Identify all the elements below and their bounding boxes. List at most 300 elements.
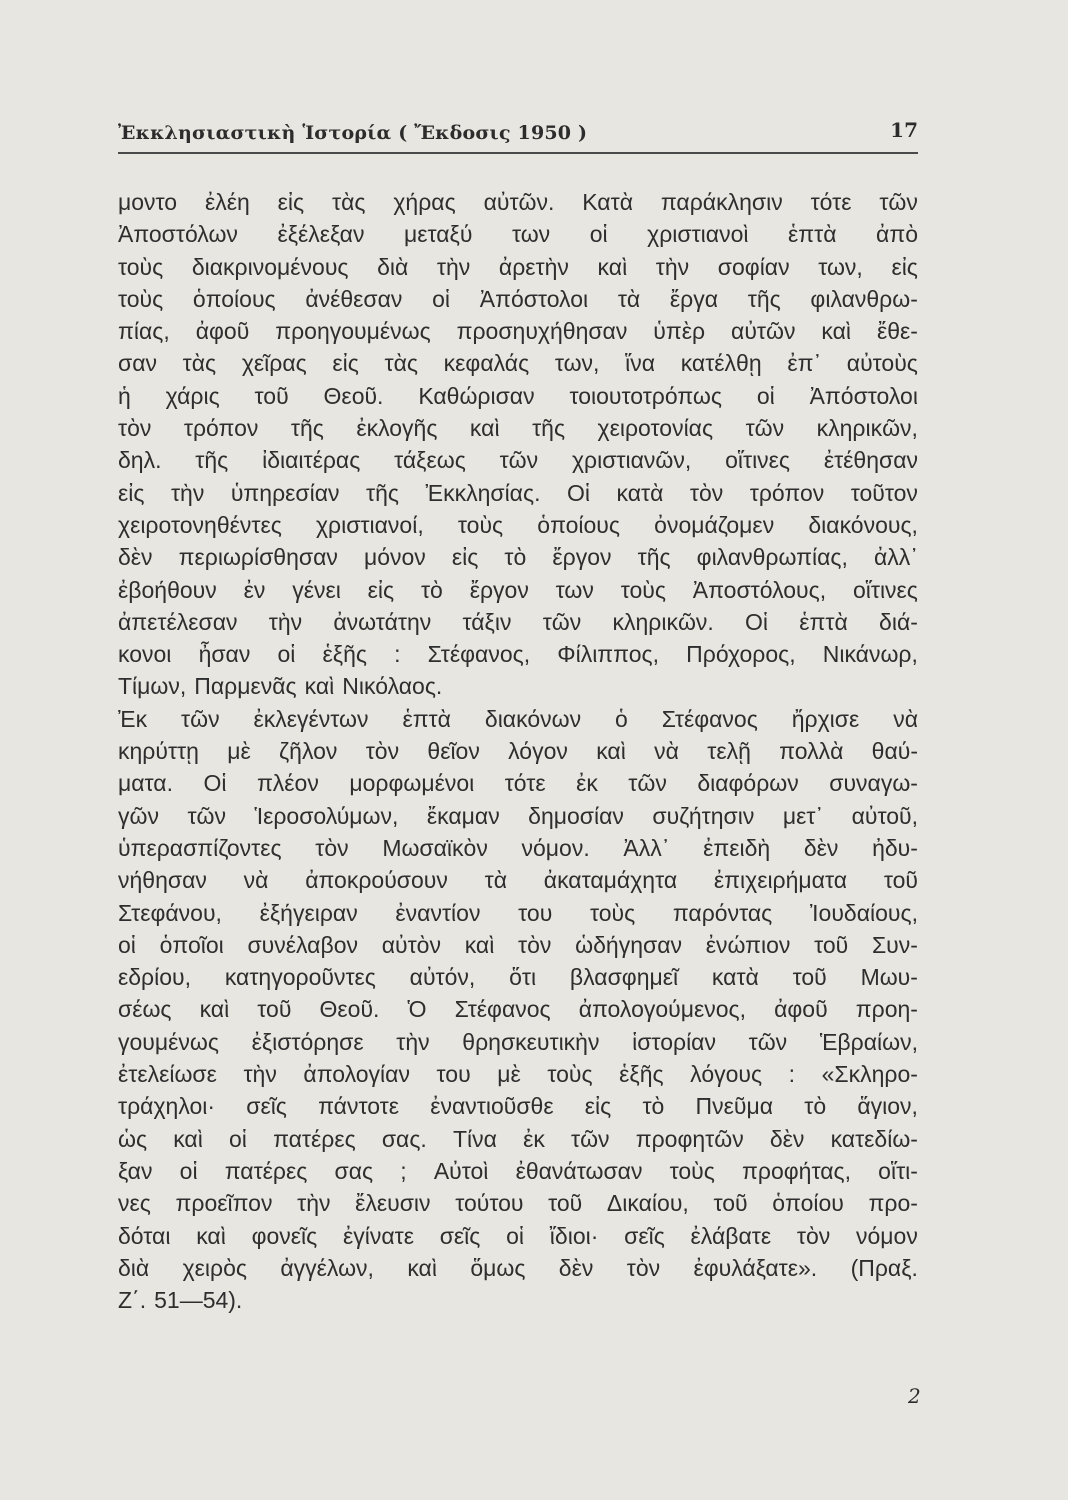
- word: αὐτῶν.: [483, 189, 555, 215]
- word: μορφωμένοι: [349, 770, 475, 797]
- word: δημοσίαν: [528, 802, 624, 829]
- word: τοῦ: [713, 1190, 748, 1217]
- word: Δικαίου,: [606, 1190, 689, 1217]
- text-line: [118, 832, 918, 864]
- word: κατὰ: [711, 964, 759, 991]
- word: σέως: [118, 996, 172, 1023]
- header-rule: [118, 152, 918, 154]
- word: τούτου: [455, 1190, 524, 1217]
- word: ἡ: [118, 382, 131, 409]
- word: μὲ: [497, 1061, 521, 1088]
- word: αὐτοῦ,: [851, 802, 918, 829]
- word: Οἱ: [203, 770, 227, 797]
- word: Στέφανος: [661, 705, 758, 732]
- word: ὑπηρεσίαν: [230, 479, 340, 506]
- word: ἑξῆς: [322, 641, 367, 668]
- word: τὴν: [655, 253, 690, 280]
- word: διά-: [879, 608, 918, 635]
- word: Τίνα: [452, 1125, 497, 1152]
- word: ἔργα: [669, 285, 719, 312]
- word: εἰς: [332, 350, 359, 377]
- word: τῶν: [542, 608, 582, 635]
- word: κατέλθῃ: [680, 350, 762, 377]
- word: ἤρχισε: [791, 705, 860, 732]
- word: ἔθε-: [876, 318, 918, 345]
- word: αὐτῶν: [731, 318, 796, 345]
- word: κατὰ: [616, 479, 664, 506]
- word: χήρας: [393, 189, 456, 215]
- word: τῶν: [879, 189, 918, 215]
- word: Ἰουδαίους,: [809, 899, 918, 926]
- word: ἐξιστόρησε: [251, 1028, 364, 1055]
- word: τράχηλοι·: [118, 1093, 216, 1120]
- word: διὰ: [377, 253, 409, 280]
- word: οἵτινες: [725, 447, 791, 474]
- word: Ὁ: [407, 996, 427, 1023]
- text-line: [118, 670, 918, 702]
- word: χριστιανῶν,: [571, 447, 692, 474]
- word: τὸν: [689, 479, 724, 506]
- word: διὰ: [118, 1254, 150, 1281]
- body-text: [118, 186, 918, 1316]
- word: τοὺς: [118, 253, 164, 280]
- text-line: [118, 929, 918, 961]
- word: τοὺς: [118, 285, 164, 312]
- word: Τίμων,: [118, 673, 187, 700]
- word: ἐβοήθουν: [118, 576, 217, 603]
- word: τὸν: [315, 834, 349, 861]
- word: τελῇ: [707, 738, 751, 765]
- word: εἰς: [584, 1093, 612, 1120]
- word: ἐπιχειρήματα: [713, 867, 848, 894]
- word: Νικόλαος.: [342, 673, 443, 700]
- word: ἰδιαιτέρας: [262, 447, 361, 474]
- text-line: [118, 767, 918, 799]
- word: κληρικῶν,: [816, 415, 918, 442]
- word: νόμον: [856, 1222, 918, 1249]
- word: ἀλλ᾽: [873, 544, 918, 571]
- word: τὰς: [332, 189, 366, 215]
- word: τὴν: [436, 253, 471, 280]
- word: χάρις: [165, 382, 220, 409]
- word: τῆς: [195, 447, 229, 474]
- word: χριστιανοί,: [315, 511, 424, 538]
- word: ;: [400, 1157, 407, 1184]
- word: φονεῖς: [251, 1222, 318, 1249]
- word: τρόπον: [183, 415, 259, 442]
- word: ἅγιον,: [857, 1093, 918, 1120]
- word: προεῖπον: [175, 1190, 273, 1217]
- word: τῶν: [187, 802, 226, 829]
- word: ἔλευσιν: [355, 1190, 431, 1217]
- word: καὶ: [304, 673, 335, 700]
- word: ὑπερασπίζοντες: [118, 834, 282, 861]
- word: σαν: [118, 350, 157, 377]
- word: δηλ.: [118, 447, 162, 474]
- word: τοὺς: [547, 1061, 593, 1088]
- text-line: [118, 477, 918, 509]
- word: εἰς: [118, 479, 145, 506]
- word: κατηγοροῦντες: [224, 964, 376, 991]
- word: ἐγίνατε: [342, 1222, 414, 1249]
- word: αὐτόν,: [409, 964, 476, 991]
- word: Μωσαϊκὸν: [382, 834, 488, 861]
- word: Πρόχορος,: [686, 641, 796, 668]
- word: σας.: [381, 1125, 427, 1152]
- text-line: [118, 1123, 918, 1155]
- text-line: [118, 283, 918, 315]
- word: τὸν: [118, 415, 152, 442]
- word: του: [518, 899, 553, 926]
- word: Αὐτοὶ: [433, 1157, 489, 1184]
- word: ἐλάβατε: [690, 1222, 772, 1249]
- word: 51—54).: [154, 1287, 243, 1314]
- word: συνέλαβον: [247, 931, 358, 958]
- word: ζῆλον: [279, 738, 338, 765]
- word: ἐλέη: [204, 189, 250, 215]
- word: καὶ: [596, 738, 626, 765]
- word: μοντο: [118, 189, 178, 215]
- word: οἱ: [589, 221, 608, 248]
- word: Ἀπόστολοι: [479, 285, 589, 312]
- word: τῆς: [290, 415, 324, 442]
- word: ἐπ᾽: [787, 350, 822, 377]
- text-line: [118, 509, 918, 541]
- word: ἔργον: [469, 576, 529, 603]
- word: νὰ: [654, 738, 679, 765]
- word: τότε: [504, 770, 546, 797]
- word: Καθώρισαν: [418, 382, 535, 409]
- word: Μωυ-: [860, 964, 918, 991]
- word: τὸ: [804, 1093, 827, 1120]
- word: τῆς: [532, 415, 566, 442]
- word: χριστιανοὶ: [647, 221, 749, 248]
- text-line: [118, 218, 918, 250]
- word: τὴν: [170, 479, 205, 506]
- word: ἔργον: [552, 544, 612, 571]
- word: τὴν: [396, 1028, 430, 1055]
- text-line: [118, 638, 918, 670]
- word: λόγους: [690, 1061, 763, 1088]
- word: διαφόρων: [697, 770, 799, 797]
- word: εδρίου,: [118, 964, 192, 991]
- word: τὸν: [365, 738, 400, 765]
- text-line: [118, 1284, 918, 1316]
- text-line: [118, 993, 918, 1025]
- word: Νικάνωρ,: [822, 641, 918, 668]
- word: τὰς: [182, 350, 217, 377]
- word: ὑπὲρ: [653, 318, 706, 345]
- word: Ἐκκλησίας.: [425, 479, 541, 506]
- word: οἱ: [118, 931, 136, 958]
- word: Στεφάνου,: [118, 899, 222, 926]
- word: βλασφημεῖ: [569, 964, 679, 991]
- word: Ζ΄.: [118, 1287, 147, 1314]
- word: τῶν: [181, 705, 220, 732]
- word: φιλανθρωπίας,: [696, 544, 848, 571]
- signature-mark: 2: [908, 1384, 921, 1408]
- word: τοῦ: [254, 382, 289, 409]
- word: ἐθανάτωσαν: [515, 1157, 643, 1184]
- word: σας: [334, 1157, 374, 1184]
- word: Ἱεροσολύμων,: [254, 802, 399, 829]
- word: :: [788, 1061, 796, 1088]
- word: Ἀποστόλων: [118, 221, 238, 248]
- word: τὸν: [796, 1222, 831, 1249]
- word: Κατὰ: [582, 189, 633, 215]
- word: τῶν: [499, 447, 539, 474]
- word: σεῖς: [624, 1222, 665, 1249]
- word: ἐφυλάξατε».: [693, 1254, 818, 1281]
- word: ὅμως: [470, 1254, 526, 1281]
- word: ἀγγέλων,: [280, 1254, 374, 1281]
- word: τὰς: [384, 350, 418, 377]
- word: ἐκλεγέντων: [253, 705, 369, 732]
- word: τὸν: [518, 931, 552, 958]
- word: νήθησαν: [118, 867, 207, 894]
- word: ἀφοῦ: [774, 996, 828, 1023]
- word: τοῦ: [792, 964, 827, 991]
- word: ἐν: [243, 576, 266, 603]
- word: οἱ: [179, 1157, 198, 1184]
- word: Συν-: [871, 931, 918, 958]
- word: εἰς: [277, 189, 305, 215]
- word: ἑπτὰ: [799, 608, 848, 635]
- word: κονοι: [118, 641, 172, 668]
- text-line: [118, 1155, 918, 1187]
- word: των: [511, 221, 551, 248]
- word: νὰ: [893, 705, 918, 732]
- word: τοὺς: [620, 576, 666, 603]
- word: αὐτοὺς: [846, 350, 918, 377]
- word: τοῦτον: [850, 479, 918, 506]
- word: δόται: [118, 1222, 171, 1249]
- word: οἱ: [277, 641, 296, 668]
- word: μὲ: [227, 738, 251, 765]
- word: δὲν: [558, 1254, 594, 1281]
- word: ἐκ: [576, 770, 598, 797]
- word: των,: [554, 350, 600, 377]
- word: αὐτὸν: [381, 931, 441, 958]
- word: τῶν: [571, 1125, 610, 1152]
- word: τῶν: [628, 770, 667, 797]
- word: ἀπὸ: [876, 221, 918, 248]
- word: τὸ: [504, 544, 527, 571]
- word: (Πραξ.: [850, 1254, 918, 1281]
- word: ματα.: [118, 770, 173, 797]
- word: :: [394, 641, 401, 668]
- word: καὶ: [196, 1222, 226, 1249]
- word: λόγον: [508, 738, 568, 765]
- word: ἐνώπιον: [705, 931, 791, 958]
- word: τοὺς: [669, 1157, 715, 1184]
- word: ἐναντιοῦσθε: [430, 1093, 554, 1120]
- word: τῆς: [747, 285, 781, 312]
- word: ἵνα: [625, 350, 656, 377]
- text-line: [118, 864, 918, 896]
- text-line: [118, 606, 918, 638]
- word: κατεδίω-: [830, 1125, 918, 1152]
- word: ἱστορίαν: [632, 1028, 716, 1055]
- word: τὴν: [243, 1061, 277, 1088]
- word: νὰ: [243, 867, 269, 894]
- word: Οἱ: [745, 608, 769, 635]
- word: νόμον.: [521, 834, 590, 861]
- word: ἐπειδὴ: [703, 834, 771, 861]
- word: Ἐκ: [118, 705, 148, 732]
- word: θεῖον: [427, 738, 480, 765]
- text-line: [118, 1058, 918, 1090]
- word: τὸ: [642, 1093, 665, 1120]
- word: εἰς: [891, 253, 918, 280]
- word: τὰ: [617, 285, 641, 312]
- word: πολλὰ: [779, 738, 844, 765]
- word: τοιουτοτρόπως: [569, 382, 722, 409]
- word: Θεοῦ.: [319, 996, 380, 1023]
- word: ἴδιοι·: [549, 1222, 599, 1249]
- word: συζήτησιν: [652, 802, 755, 829]
- text-line: [118, 735, 918, 767]
- word: πλέον: [256, 770, 319, 797]
- word: κηρύττῃ: [118, 738, 199, 765]
- word: ἀρετὴν: [498, 253, 569, 280]
- word: ἀκαταμάχητα: [543, 867, 678, 894]
- word: ἀφοῦ: [195, 318, 250, 345]
- word: Θεοῦ.: [323, 382, 384, 409]
- word: τότε: [810, 189, 852, 215]
- word: διακόνων: [484, 705, 582, 732]
- word: καὶ: [199, 996, 230, 1023]
- text-line: [118, 541, 918, 573]
- word: ἀνωτάτην: [333, 608, 432, 635]
- word: «Σκληρο-: [821, 1061, 918, 1088]
- word: τοῦ: [883, 867, 918, 894]
- word: ὁποῖοι: [159, 931, 224, 958]
- word: δὲν: [769, 1125, 805, 1152]
- word: ἀνέθεσαν: [305, 285, 403, 312]
- text-line: [118, 1220, 918, 1252]
- word: ἑξῆς: [619, 1061, 664, 1088]
- word: διακόνους,: [808, 511, 918, 538]
- word: προσηυχήθησαν: [456, 318, 628, 345]
- word: ἑπτὰ: [788, 221, 837, 248]
- word: νες: [118, 1190, 151, 1217]
- word: τοὺς: [589, 899, 636, 926]
- text-line: [118, 574, 918, 606]
- word: καὶ: [173, 1125, 203, 1152]
- word: χεῖρας: [241, 350, 307, 377]
- word: τοῦ: [257, 996, 292, 1023]
- word: σοφίαν: [717, 253, 790, 280]
- word: οἱ: [229, 1125, 247, 1152]
- word: περιωρίσθησαν: [178, 544, 338, 571]
- word: οἵτινες: [852, 576, 918, 603]
- word: εἰς: [367, 576, 395, 603]
- word: ἑπτὰ: [402, 705, 451, 732]
- word: γῶν: [118, 802, 159, 829]
- word: ἐτέθησαν: [823, 447, 918, 474]
- word: των,: [818, 253, 863, 280]
- word: ἐκλογῆς: [356, 415, 438, 442]
- word: ἀπολογούμενος,: [578, 996, 746, 1023]
- text-line: [118, 897, 918, 929]
- word: προηγουμένως: [275, 318, 431, 345]
- word: ἦσαν: [198, 641, 251, 668]
- word: φιλανθρω-: [810, 285, 918, 312]
- text-line: [118, 380, 918, 412]
- text-line: [118, 1026, 918, 1058]
- word: ὁποίους: [537, 511, 620, 538]
- text-line: [118, 251, 918, 283]
- word: ἀπολογίαν: [303, 1061, 410, 1088]
- word: τῶν: [745, 415, 785, 442]
- text-line: [118, 186, 918, 218]
- word: μεταξύ: [404, 221, 473, 248]
- word: τῶν: [748, 1028, 788, 1055]
- word: θαύ-: [871, 738, 918, 765]
- word: τοῦ: [548, 1190, 583, 1217]
- word: μετ᾽: [782, 802, 824, 829]
- text-line: [118, 703, 918, 735]
- word: καὶ: [821, 318, 852, 345]
- text-line: [118, 961, 918, 993]
- word: Στέφανος,: [427, 641, 531, 668]
- word: οἱ: [432, 285, 451, 312]
- text-line: [118, 412, 918, 444]
- word: Παρμενᾶς: [194, 673, 297, 700]
- word: χειρὸς: [182, 1254, 247, 1281]
- word: ὡς: [118, 1125, 148, 1152]
- word: Στέφανος: [454, 996, 551, 1023]
- word: ὁποίους: [192, 285, 276, 312]
- word: ἐτελείωσε: [118, 1061, 217, 1088]
- word: τοὺς: [457, 511, 504, 538]
- word: διακρινομένους: [191, 253, 349, 280]
- word: θρησκευτικὴν: [462, 1028, 600, 1055]
- word: τάξιν: [462, 608, 512, 635]
- word: δὲν: [803, 834, 839, 861]
- word: συναγω-: [829, 770, 918, 797]
- word: μόνον: [363, 544, 426, 571]
- word: κληρικῶν.: [612, 608, 714, 635]
- word: τὴν: [268, 608, 303, 635]
- word: γουμένως: [118, 1028, 219, 1055]
- word: προφήτας,: [742, 1157, 851, 1184]
- word: δὲν: [118, 544, 153, 571]
- page-number: 17: [890, 118, 918, 142]
- word: ἐξέλεξαν: [277, 221, 365, 248]
- header-title: Ἐκκλησιαστικὴ Ἱστορία ( Ἔκδοσις 1950 ): [118, 122, 588, 144]
- word: ἐκ: [523, 1125, 545, 1152]
- text-line: [118, 1090, 918, 1122]
- word: ἐξήγειραν: [259, 899, 358, 926]
- word: του: [436, 1061, 471, 1088]
- word: τῆς: [637, 544, 671, 571]
- word: Ἀλλ᾽: [623, 834, 670, 861]
- word: τοῦ: [814, 931, 849, 958]
- word: Οἱ: [566, 479, 590, 506]
- word: Ἀποστόλους,: [692, 576, 827, 603]
- word: τάξεως: [394, 447, 466, 474]
- word: πάντοτε: [318, 1093, 400, 1120]
- word: πίας,: [118, 318, 170, 345]
- word: ὁποίου: [772, 1190, 844, 1217]
- word: ὁ: [615, 705, 628, 732]
- word: καὶ: [469, 415, 500, 442]
- word: σεῖς: [439, 1222, 481, 1249]
- word: χειροτονηθέντες: [118, 511, 282, 538]
- word: τὰ: [484, 867, 508, 894]
